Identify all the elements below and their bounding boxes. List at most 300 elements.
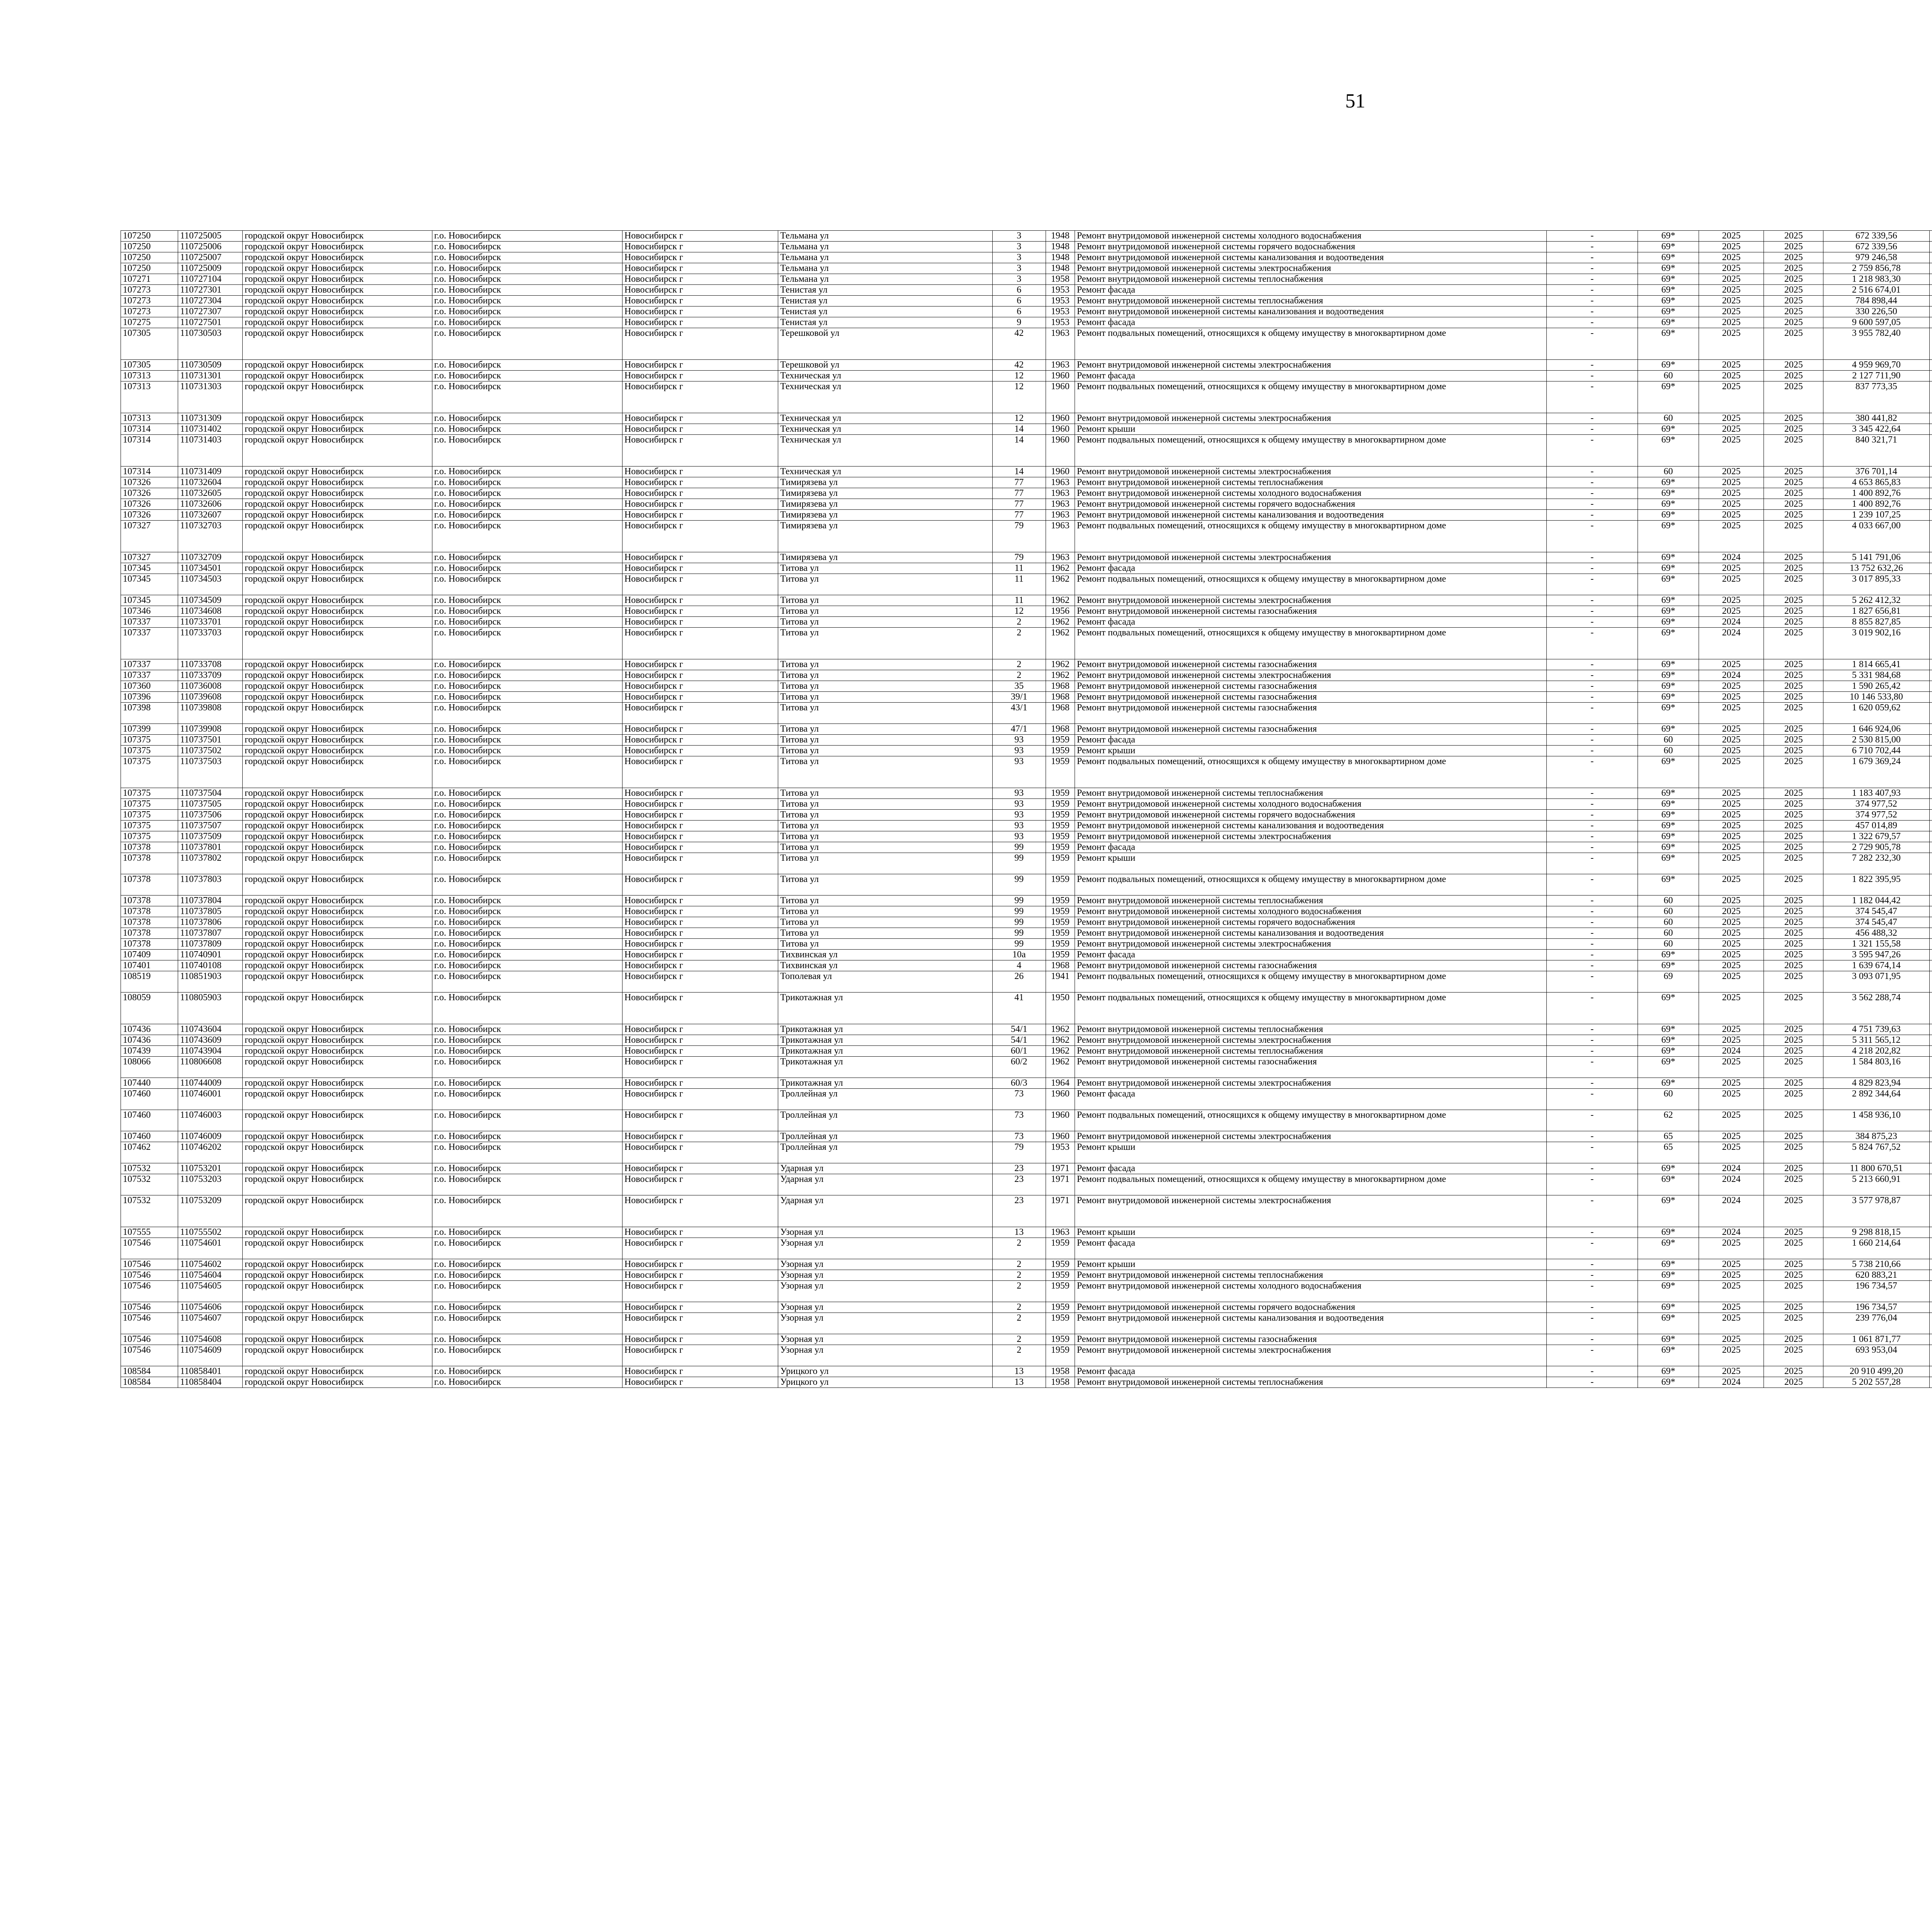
fund-cost-cell: [1929, 1302, 1932, 1313]
work-code-cell: 110737501: [178, 735, 243, 746]
start-year-cell: 2025: [1699, 360, 1764, 371]
table-row: [121, 328, 1932, 360]
table-row: [121, 242, 1932, 252]
end-year-cell: 2025: [1764, 466, 1823, 477]
work-type-cell: Ремонт фасада: [1075, 371, 1546, 381]
build-year-cell: 1948: [1046, 231, 1075, 242]
fund-cost-cell: [1929, 242, 1932, 252]
start-year-cell: 2025: [1699, 510, 1764, 521]
city-cell: Новосибирск г: [622, 306, 778, 317]
city-cell: Новосибирск г: [622, 831, 778, 842]
dash-cell: -: [1546, 1238, 1638, 1259]
city-cell: Новосибирск г: [622, 1313, 778, 1334]
total-cost-cell: 374 977,52: [1823, 799, 1929, 810]
total-cost-cell: 1 182 044,42: [1823, 896, 1929, 906]
object-id-cell: 107250: [121, 263, 178, 274]
street-cell: Тихвинская ул: [778, 950, 992, 960]
district-cell: г.о. Новосибирск: [432, 1259, 622, 1270]
start-year-cell: 2025: [1699, 306, 1764, 317]
build-year-cell: 1959: [1046, 1345, 1075, 1366]
norm-value-cell: 69*: [1638, 1366, 1699, 1377]
end-year-cell: 2025: [1764, 552, 1823, 563]
norm-value-cell: 69*: [1638, 274, 1699, 285]
house-number-cell: 2: [992, 628, 1046, 659]
end-year-cell: 2025: [1764, 595, 1823, 606]
dash-cell: -: [1546, 756, 1638, 788]
table-row: [121, 853, 1932, 874]
start-year-cell: 2025: [1699, 296, 1764, 306]
dash-cell: -: [1546, 1334, 1638, 1345]
city-cell: Новосибирск г: [622, 274, 778, 285]
start-year-cell: 2025: [1699, 499, 1764, 510]
start-year-cell: 2024: [1699, 617, 1764, 628]
object-id-cell: 107327: [121, 521, 178, 552]
table-row: [121, 724, 1932, 735]
total-cost-cell: 1 822 395,95: [1823, 874, 1929, 896]
build-year-cell: 1959: [1046, 735, 1075, 746]
house-number-cell: 3: [992, 274, 1046, 285]
end-year-cell: 2025: [1764, 628, 1823, 659]
city-cell: Новосибирск г: [622, 960, 778, 971]
dash-cell: -: [1546, 831, 1638, 842]
build-year-cell: 1953: [1046, 317, 1075, 328]
norm-value-cell: 69*: [1638, 1024, 1699, 1035]
dash-cell: -: [1546, 606, 1638, 617]
work-code-cell: 110746001: [178, 1089, 243, 1110]
street-cell: Титова ул: [778, 756, 992, 788]
district-cell: г.о. Новосибирск: [432, 424, 622, 435]
district-cell: г.о. Новосибирск: [432, 1377, 622, 1388]
house-number-cell: 6: [992, 296, 1046, 306]
street-cell: Троллейная ул: [778, 1131, 992, 1142]
municipality-cell: городской округ Новосибирск: [243, 328, 432, 360]
dash-cell: -: [1546, 435, 1638, 466]
build-year-cell: 1959: [1046, 1302, 1075, 1313]
house-number-cell: 99: [992, 906, 1046, 917]
norm-value-cell: 69*: [1638, 821, 1699, 831]
work-type-cell: Ремонт внутридомовой инженерной системы электроснабжения: [1075, 1035, 1546, 1046]
city-cell: Новосибирск г: [622, 670, 778, 681]
fund-cost-cell: [1929, 371, 1932, 381]
fund-cost-cell: [1929, 1110, 1932, 1131]
total-cost-cell: 979 246,58: [1823, 252, 1929, 263]
fund-cost-cell: [1929, 1046, 1932, 1057]
dash-cell: -: [1546, 874, 1638, 896]
work-type-cell: Ремонт подвальных помещений, относящихся к общему имуществу в многоквартирном доме: [1075, 381, 1546, 413]
end-year-cell: 2025: [1764, 928, 1823, 939]
district-cell: г.о. Новосибирск: [432, 950, 622, 960]
street-cell: Титова ул: [778, 831, 992, 842]
build-year-cell: 1962: [1046, 617, 1075, 628]
street-cell: Титова ул: [778, 917, 992, 928]
municipality-cell: городской округ Новосибирск: [243, 1142, 432, 1163]
municipality-cell: городской округ Новосибирск: [243, 617, 432, 628]
street-cell: Тельмана ул: [778, 242, 992, 252]
end-year-cell: 2025: [1764, 263, 1823, 274]
street-cell: Титова ул: [778, 703, 992, 724]
city-cell: Новосибирск г: [622, 1024, 778, 1035]
city-cell: Новосибирск г: [622, 477, 778, 488]
norm-value-cell: 69*: [1638, 842, 1699, 853]
object-id-cell: 107375: [121, 735, 178, 746]
start-year-cell: 2025: [1699, 1024, 1764, 1035]
fund-cost-cell: [1929, 435, 1932, 466]
end-year-cell: 2025: [1764, 360, 1823, 371]
norm-value-cell: 69*: [1638, 670, 1699, 681]
object-id-cell: 107532: [121, 1163, 178, 1174]
norm-value-cell: 69*: [1638, 563, 1699, 574]
district-cell: г.о. Новосибирск: [432, 1024, 622, 1035]
district-cell: г.о. Новосибирск: [432, 617, 622, 628]
object-id-cell: 107546: [121, 1345, 178, 1366]
fund-cost-cell: [1929, 477, 1932, 488]
dash-cell: -: [1546, 692, 1638, 703]
start-year-cell: 2025: [1699, 928, 1764, 939]
norm-value-cell: 69*: [1638, 874, 1699, 896]
work-type-cell: Ремонт фасада: [1075, 735, 1546, 746]
municipality-cell: городской округ Новосибирск: [243, 595, 432, 606]
fund-cost-cell: [1929, 1281, 1932, 1302]
street-cell: Узорная ул: [778, 1313, 992, 1334]
norm-value-cell: 69*: [1638, 360, 1699, 371]
end-year-cell: 2025: [1764, 413, 1823, 424]
end-year-cell: 2025: [1764, 831, 1823, 842]
street-cell: Титова ул: [778, 842, 992, 853]
table-row: [121, 1089, 1932, 1110]
table-row: [121, 371, 1932, 381]
norm-value-cell: 69*: [1638, 263, 1699, 274]
build-year-cell: 1959: [1046, 810, 1075, 821]
table-row: [121, 552, 1932, 563]
house-number-cell: 2: [992, 670, 1046, 681]
table-row: [121, 628, 1932, 659]
work-code-cell: 110753203: [178, 1174, 243, 1195]
work-type-cell: Ремонт внутридомовой инженерной системы горячего водоснабжения: [1075, 499, 1546, 510]
fund-cost-cell: [1929, 993, 1932, 1024]
fund-cost-cell: [1929, 595, 1932, 606]
object-id-cell: 108066: [121, 1057, 178, 1078]
district-cell: г.о. Новосибирск: [432, 521, 622, 552]
street-cell: Ударная ул: [778, 1163, 992, 1174]
fund-cost-cell: [1929, 617, 1932, 628]
work-type-cell: Ремонт подвальных помещений, относящихся к общему имуществу в многоквартирном доме: [1075, 1110, 1546, 1131]
object-id-cell: 107375: [121, 788, 178, 799]
district-cell: г.о. Новосибирск: [432, 939, 622, 950]
district-cell: г.о. Новосибирск: [432, 381, 622, 413]
end-year-cell: 2025: [1764, 1227, 1823, 1238]
end-year-cell: 2025: [1764, 1024, 1823, 1035]
work-code-cell: 110734503: [178, 574, 243, 595]
norm-value-cell: 69*: [1638, 628, 1699, 659]
table-row: [121, 993, 1932, 1024]
end-year-cell: 2025: [1764, 906, 1823, 917]
norm-value-cell: 69*: [1638, 692, 1699, 703]
municipality-cell: городской округ Новосибирск: [243, 746, 432, 756]
street-cell: Титова ул: [778, 928, 992, 939]
object-id-cell: 107409: [121, 950, 178, 960]
work-type-cell: Ремонт внутридомовой инженерной системы электроснабжения: [1075, 552, 1546, 563]
table-row: [121, 252, 1932, 263]
table-row: [121, 1174, 1932, 1195]
end-year-cell: 2025: [1764, 274, 1823, 285]
work-code-cell: 110754606: [178, 1302, 243, 1313]
start-year-cell: 2025: [1699, 831, 1764, 842]
municipality-cell: городской округ Новосибирск: [243, 263, 432, 274]
district-cell: г.о. Новосибирск: [432, 917, 622, 928]
work-code-cell: 110754607: [178, 1313, 243, 1334]
total-cost-cell: 2 516 674,01: [1823, 285, 1929, 296]
dash-cell: -: [1546, 285, 1638, 296]
total-cost-cell: 620 883,21: [1823, 1270, 1929, 1281]
district-cell: г.о. Новосибирск: [432, 466, 622, 477]
table-row: [121, 1163, 1932, 1174]
district-cell: г.о. Новосибирск: [432, 842, 622, 853]
work-code-cell: 110740108: [178, 960, 243, 971]
start-year-cell: 2024: [1699, 628, 1764, 659]
street-cell: Тенистая ул: [778, 285, 992, 296]
object-id-cell: 107401: [121, 960, 178, 971]
start-year-cell: 2025: [1699, 1345, 1764, 1366]
end-year-cell: 2025: [1764, 756, 1823, 788]
start-year-cell: 2025: [1699, 853, 1764, 874]
object-id-cell: 107378: [121, 896, 178, 906]
table-row: [121, 413, 1932, 424]
municipality-cell: городской округ Новосибирск: [243, 285, 432, 296]
norm-value-cell: 60: [1638, 413, 1699, 424]
house-number-cell: 3: [992, 263, 1046, 274]
end-year-cell: 2025: [1764, 917, 1823, 928]
end-year-cell: 2025: [1764, 477, 1823, 488]
street-cell: Титова ул: [778, 874, 992, 896]
total-cost-cell: 1 061 871,77: [1823, 1334, 1929, 1345]
work-code-cell: 110737509: [178, 831, 243, 842]
object-id-cell: 107360: [121, 681, 178, 692]
norm-value-cell: 69*: [1638, 328, 1699, 360]
house-number-cell: 6: [992, 306, 1046, 317]
city-cell: Новосибирск г: [622, 413, 778, 424]
object-id-cell: 107532: [121, 1174, 178, 1195]
object-id-cell: 107399: [121, 724, 178, 735]
end-year-cell: 2025: [1764, 735, 1823, 746]
build-year-cell: 1963: [1046, 499, 1075, 510]
street-cell: Троллейная ул: [778, 1110, 992, 1131]
city-cell: Новосибирск г: [622, 424, 778, 435]
city-cell: Новосибирск г: [622, 371, 778, 381]
build-year-cell: 1962: [1046, 628, 1075, 659]
municipality-cell: городской округ Новосибирск: [243, 1163, 432, 1174]
start-year-cell: 2025: [1699, 574, 1764, 595]
work-type-cell: Ремонт внутридомовой инженерной системы газоснабжения: [1075, 724, 1546, 735]
district-cell: г.о. Новосибирск: [432, 328, 622, 360]
district-cell: г.о. Новосибирск: [432, 853, 622, 874]
municipality-cell: городской округ Новосибирск: [243, 917, 432, 928]
end-year-cell: 2025: [1764, 842, 1823, 853]
work-type-cell: Ремонт внутридомовой инженерной системы электроснабжения: [1075, 466, 1546, 477]
dash-cell: -: [1546, 424, 1638, 435]
total-cost-cell: 9 298 818,15: [1823, 1227, 1929, 1238]
norm-value-cell: 69*: [1638, 252, 1699, 263]
dash-cell: -: [1546, 1078, 1638, 1089]
end-year-cell: 2025: [1764, 285, 1823, 296]
norm-value-cell: 69*: [1638, 1046, 1699, 1057]
district-cell: г.о. Новосибирск: [432, 242, 622, 252]
work-type-cell: Ремонт подвальных помещений, относящихся к общему имуществу в многоквартирном доме: [1075, 574, 1546, 595]
city-cell: Новосибирск г: [622, 939, 778, 950]
norm-value-cell: 69*: [1638, 853, 1699, 874]
work-code-cell: 110739808: [178, 703, 243, 724]
table-row: [121, 799, 1932, 810]
city-cell: Новосибирск г: [622, 746, 778, 756]
city-cell: Новосибирск г: [622, 296, 778, 306]
end-year-cell: 2025: [1764, 1313, 1823, 1334]
build-year-cell: 1953: [1046, 1142, 1075, 1163]
district-cell: г.о. Новосибирск: [432, 821, 622, 831]
build-year-cell: 1959: [1046, 1334, 1075, 1345]
table-row: [121, 1366, 1932, 1377]
table-row: [121, 1024, 1932, 1035]
end-year-cell: 2025: [1764, 296, 1823, 306]
house-number-cell: 73: [992, 1110, 1046, 1131]
build-year-cell: 1956: [1046, 606, 1075, 617]
work-type-cell: Ремонт фасада: [1075, 563, 1546, 574]
object-id-cell: 107271: [121, 274, 178, 285]
total-cost-cell: 3 595 947,26: [1823, 950, 1929, 960]
work-type-cell: Ремонт внутридомовой инженерной системы канализования и водоотведения: [1075, 1313, 1546, 1334]
end-year-cell: 2025: [1764, 692, 1823, 703]
municipality-cell: городской округ Новосибирск: [243, 810, 432, 821]
end-year-cell: 2025: [1764, 1238, 1823, 1259]
district-cell: г.о. Новосибирск: [432, 1163, 622, 1174]
total-cost-cell: 374 545,47: [1823, 906, 1929, 917]
total-cost-cell: 1 827 656,81: [1823, 606, 1929, 617]
start-year-cell: 2025: [1699, 231, 1764, 242]
table-row: [121, 617, 1932, 628]
build-year-cell: 1959: [1046, 896, 1075, 906]
end-year-cell: 2025: [1764, 606, 1823, 617]
norm-value-cell: 62: [1638, 1110, 1699, 1131]
end-year-cell: 2025: [1764, 659, 1823, 670]
object-id-cell: 107378: [121, 853, 178, 874]
house-number-cell: 10а: [992, 950, 1046, 960]
build-year-cell: 1971: [1046, 1195, 1075, 1227]
work-code-cell: 110737803: [178, 874, 243, 896]
table-row: [121, 842, 1932, 853]
street-cell: Тимирязева ул: [778, 510, 992, 521]
object-id-cell: 107313: [121, 413, 178, 424]
work-type-cell: Ремонт внутридомовой инженерной системы электроснабжения: [1075, 831, 1546, 842]
end-year-cell: 2025: [1764, 799, 1823, 810]
city-cell: Новосибирск г: [622, 692, 778, 703]
work-code-cell: 110732606: [178, 499, 243, 510]
end-year-cell: 2025: [1764, 821, 1823, 831]
work-code-cell: 110727501: [178, 317, 243, 328]
build-year-cell: 1958: [1046, 274, 1075, 285]
municipality-cell: городской округ Новосибирск: [243, 274, 432, 285]
dash-cell: -: [1546, 274, 1638, 285]
fund-cost-cell: [1929, 1089, 1932, 1110]
end-year-cell: 2025: [1764, 1366, 1823, 1377]
object-id-cell: 107326: [121, 510, 178, 521]
work-code-cell: 110730503: [178, 328, 243, 360]
dash-cell: -: [1546, 928, 1638, 939]
street-cell: Тенистая ул: [778, 317, 992, 328]
build-year-cell: 1962: [1046, 659, 1075, 670]
table-row: [121, 574, 1932, 595]
end-year-cell: 2025: [1764, 703, 1823, 724]
work-type-cell: Ремонт внутридомовой инженерной системы электроснабжения: [1075, 1195, 1546, 1227]
total-cost-cell: 376 701,14: [1823, 466, 1929, 477]
city-cell: Новосибирск г: [622, 488, 778, 499]
municipality-cell: городской округ Новосибирск: [243, 521, 432, 552]
norm-value-cell: 69*: [1638, 960, 1699, 971]
norm-value-cell: 69*: [1638, 993, 1699, 1024]
work-type-cell: Ремонт крыши: [1075, 1227, 1546, 1238]
work-type-cell: Ремонт внутридомовой инженерной системы газоснабжения: [1075, 659, 1546, 670]
work-type-cell: Ремонт внутридомовой инженерной системы газоснабжения: [1075, 1057, 1546, 1078]
total-cost-cell: 196 734,57: [1823, 1302, 1929, 1313]
fund-cost-cell: [1929, 1078, 1932, 1089]
city-cell: Новосибирск г: [622, 1057, 778, 1078]
table-row: [121, 735, 1932, 746]
build-year-cell: 1959: [1046, 1259, 1075, 1270]
work-code-cell: 110754601: [178, 1238, 243, 1259]
work-type-cell: Ремонт внутридомовой инженерной системы электроснабжения: [1075, 1131, 1546, 1142]
start-year-cell: 2025: [1699, 1270, 1764, 1281]
street-cell: Титова ул: [778, 659, 992, 670]
fund-cost-cell: [1929, 1142, 1932, 1163]
build-year-cell: 1950: [1046, 993, 1075, 1024]
fund-cost-cell: [1929, 756, 1932, 788]
total-cost-cell: 1 239 107,25: [1823, 510, 1929, 521]
table-row: [121, 317, 1932, 328]
build-year-cell: 1962: [1046, 1035, 1075, 1046]
work-code-cell: 110725009: [178, 263, 243, 274]
house-number-cell: 93: [992, 788, 1046, 799]
start-year-cell: 2025: [1699, 606, 1764, 617]
house-number-cell: 99: [992, 939, 1046, 950]
city-cell: Новосибирск г: [622, 328, 778, 360]
municipality-cell: городской округ Новосибирск: [243, 306, 432, 317]
municipality-cell: городской округ Новосибирск: [243, 799, 432, 810]
total-cost-cell: 693 953,04: [1823, 1345, 1929, 1366]
work-code-cell: 110731309: [178, 413, 243, 424]
dash-cell: -: [1546, 477, 1638, 488]
object-id-cell: 107375: [121, 831, 178, 842]
fund-cost-cell: [1929, 670, 1932, 681]
fund-cost-cell: [1929, 1259, 1932, 1270]
fund-cost-cell: [1929, 692, 1932, 703]
start-year-cell: 2025: [1699, 1313, 1764, 1334]
street-cell: Трикотажная ул: [778, 993, 992, 1024]
start-year-cell: 2025: [1699, 466, 1764, 477]
work-type-cell: Ремонт внутридомовой инженерной системы электроснабжения: [1075, 1078, 1546, 1089]
work-code-cell: 110727301: [178, 285, 243, 296]
norm-value-cell: 69: [1638, 971, 1699, 993]
total-cost-cell: 2 127 711,90: [1823, 371, 1929, 381]
start-year-cell: 2025: [1699, 950, 1764, 960]
object-id-cell: 107314: [121, 435, 178, 466]
start-year-cell: 2025: [1699, 521, 1764, 552]
object-id-cell: 107375: [121, 821, 178, 831]
street-cell: Ударная ул: [778, 1174, 992, 1195]
norm-value-cell: 60: [1638, 896, 1699, 906]
total-cost-cell: 837 773,35: [1823, 381, 1929, 413]
work-code-cell: 110730509: [178, 360, 243, 371]
street-cell: Техническая ул: [778, 371, 992, 381]
table-row: [121, 874, 1932, 896]
table-row: [121, 499, 1932, 510]
build-year-cell: 1960: [1046, 466, 1075, 477]
